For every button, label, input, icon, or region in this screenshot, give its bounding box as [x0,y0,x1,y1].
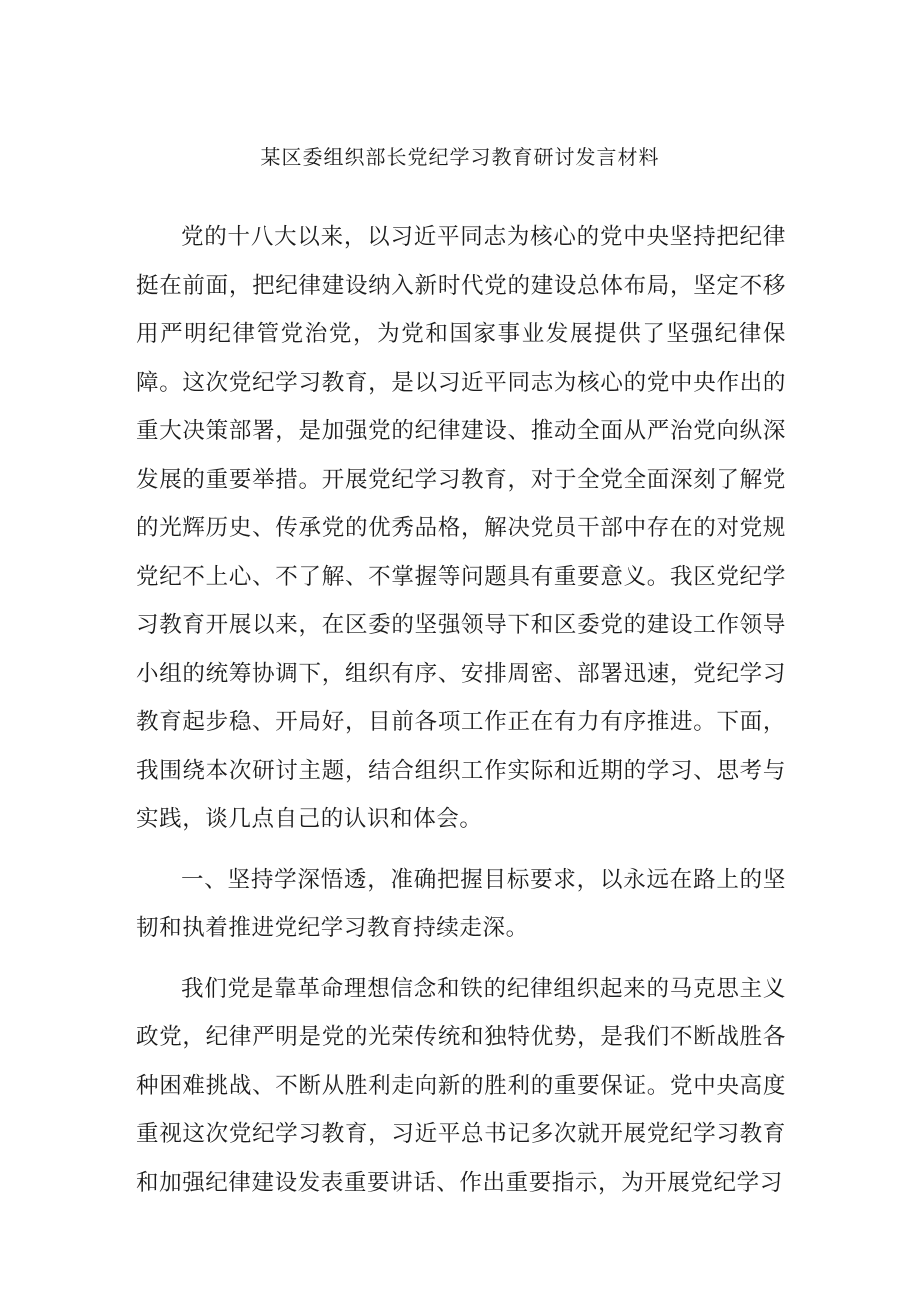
section-heading-1: 一、坚持学深悟透，准确把握目标要求，以永远在路上的坚韧和执着推进党纪学习教育持续走深。 [136,866,786,941]
intro-paragraph: 党的十八大以来，以习近平同志为核心的党中央坚持把纪律挺在前面，把纪律建设纳入新时代党的建设总体布局，坚定不移用严明纪律管党治党，为党和国家事业发展提供了坚强纪律保障。这次党纪学习教育，是以习近平同志为核心的党中央作出的重大决策部署，是加强党的纪律建设、推动全面从严治党向纵深发展的重要举措。开展党纪学习教育，对于全党全面深刻了解党的光辉历史、传承党的优秀品格，解决党员干部中存在的对党规党纪不上心、不了解、不掌握等问题具有重要意义。我区党纪学习教育开展以来，在区委的坚强领导下和区委党的建设工作领导小组的统筹协调下，组织有序、安排周密、部署迅速，党纪学习教育起步稳、开局好，目前各项工作正在有力有序推进。下面，我围绕本次研讨主题，结合组织工作实际和近期的学习、思考与实践，谈几点自己的认识和体会。 [136,224,786,832]
section-1-paragraph: 我们党是靠革命理想信念和铁的纪律组织起来的马克思主义政党，纪律严明是党的光荣传统和独特优势，是我们不断战胜各种困难挑战、不断从胜利走向新的胜利的重要保证。党中央高度重视这次党纪学习教育，习近平总书记多次就开展党纪学习教育和加强纪律建设发表重要讲话、作出重要指示，为开展党纪学习 [136,975,786,1196]
document-title: 某区委组织部长党纪学习教育研讨发言材料 [260,145,660,169]
document-body [136,213,786,1207]
